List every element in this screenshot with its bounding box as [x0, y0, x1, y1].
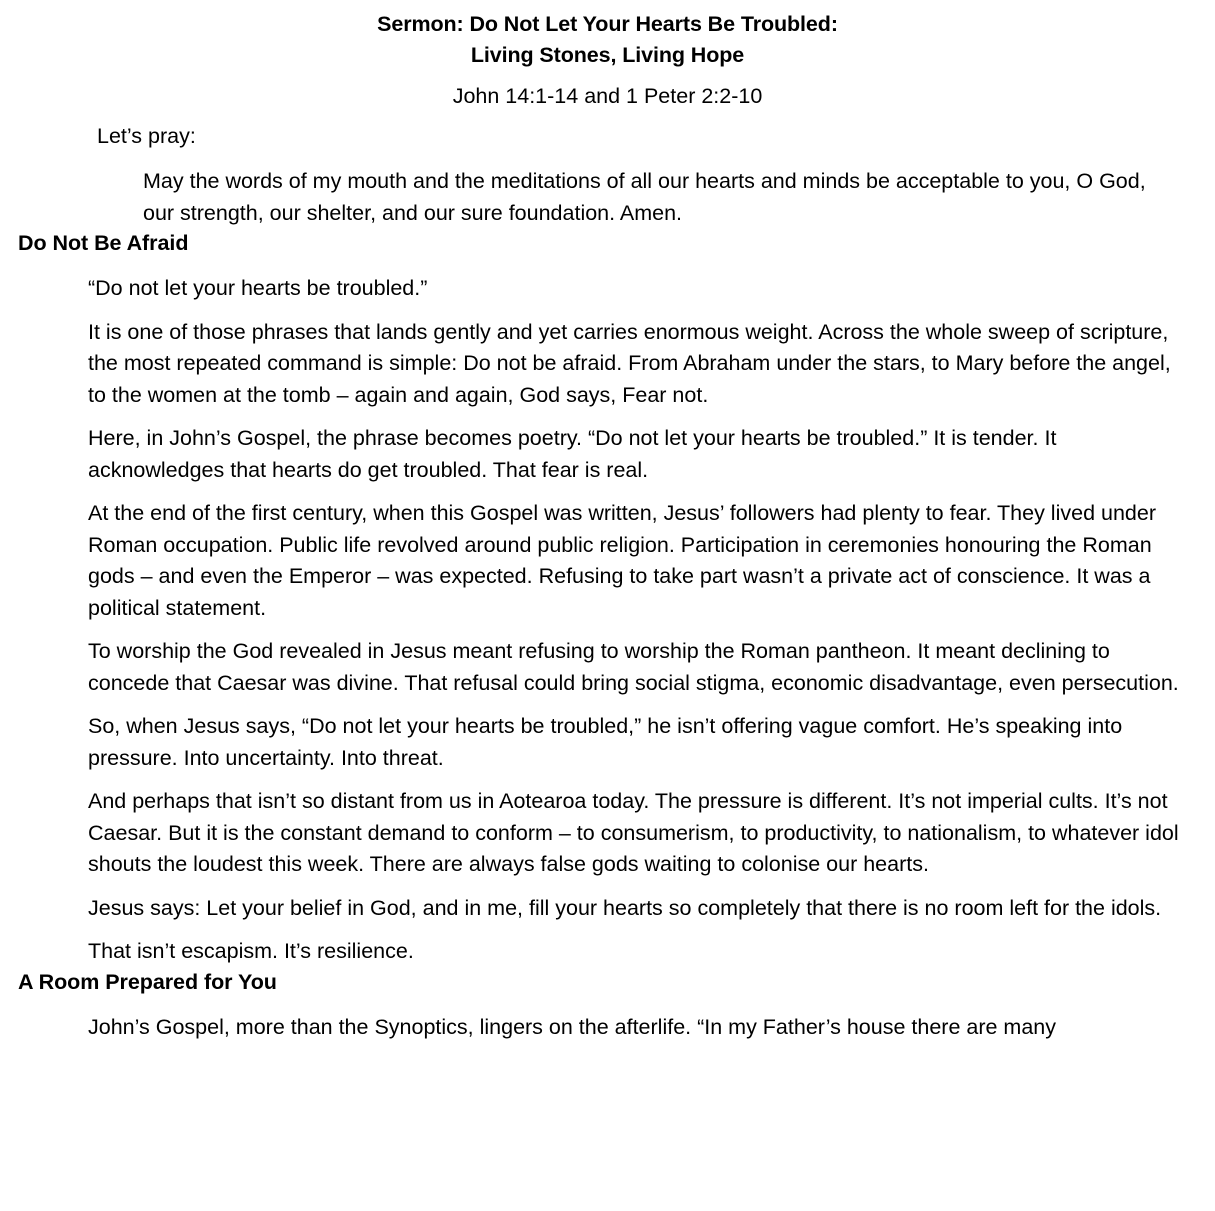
- prayer-lead-in: Let’s pray:: [97, 124, 196, 148]
- paragraph-s1-p6: So, when Jesus says, “Do not let your hearts be troubled,” he isn’t offering vague comfort. He’s speaking into pressure. Into uncertainty. Into threat.: [88, 714, 1123, 770]
- section-heading-a-room-prepared-for-you: A Room Prepared for You: [18, 969, 277, 994]
- paragraph-s1-p7: And perhaps that isn’t so distant from us in Aotearoa today. The pressure is different. It’s not imperial cults. It’s not Caesar. But it is the constant demand to conform – to consumerism, to productivity, to nationalism, to whatever idol shouts the loudest this week. There are always false gods waiting to colonise our hearts.: [88, 789, 1179, 876]
- document-title-line-2: Living Stones, Living Hope: [470, 43, 745, 67]
- document-title-line-1: Sermon: Do Not Let Your Hearts Be Troubled:: [377, 12, 838, 36]
- paragraph-s1-p9: That isn’t escapism. It’s resilience.: [88, 939, 414, 963]
- paragraph-s1-p8: Jesus says: Let your belief in God, and in me, fill your hearts so completely that there is no room left for the idols.: [88, 895, 1162, 920]
- paragraph-s1-p4: At the end of the first century, when this Gospel was written, Jesus’ followers had plenty to fear. They lived under Roman occupation. Public life revolved around public religion. Participation in ceremonies honouring the Roman gods – and even the Emperor – was expected. Refusing to take part wasn’t a private act of conscience. It was a political statement.: [88, 501, 1156, 620]
- prayer-text: May the words of my mouth and the meditations of all our hearts and minds be acceptable to you, O God, our strength, our shelter, and our sure foundation. Amen.: [143, 169, 1146, 225]
- title-block: [0, 0, 1215, 112]
- paragraph-s1-p5: To worship the God revealed in Jesus meant refusing to worship the Roman pantheon. It meant declining to concede that Caesar was divine. That refusal could bring social stigma, economic disadvantage, even persecution.: [88, 639, 1179, 695]
- paragraph-s1-p3: Here, in John’s Gospel, the phrase becomes poetry. “Do not let your hearts be troubled.” It is tender. It acknowledges that hearts do get troubled. That fear is real.: [88, 426, 1057, 482]
- scripture-reference: John 14:1-14 and 1 Peter 2:2-10: [452, 84, 763, 108]
- section-heading-do-not-be-afraid: Do Not Be Afraid: [18, 231, 189, 255]
- paragraph-s1-p1: “Do not let your hearts be troubled.”: [88, 276, 428, 300]
- paragraph-s1-p2: It is one of those phrases that lands gently and yet carries enormous weight. Across the whole sweep of scripture, the most repeated command is simple: Do not be afraid. From Abraham under the stars, to Mary before the angel, to the women at the tomb – again and again, God says, Fear not.: [88, 319, 1171, 407]
- paragraph-s2-p1: John’s Gospel, more than the Synoptics, lingers on the afterlife. “In my Father’s house there are many: [88, 1014, 1057, 1039]
